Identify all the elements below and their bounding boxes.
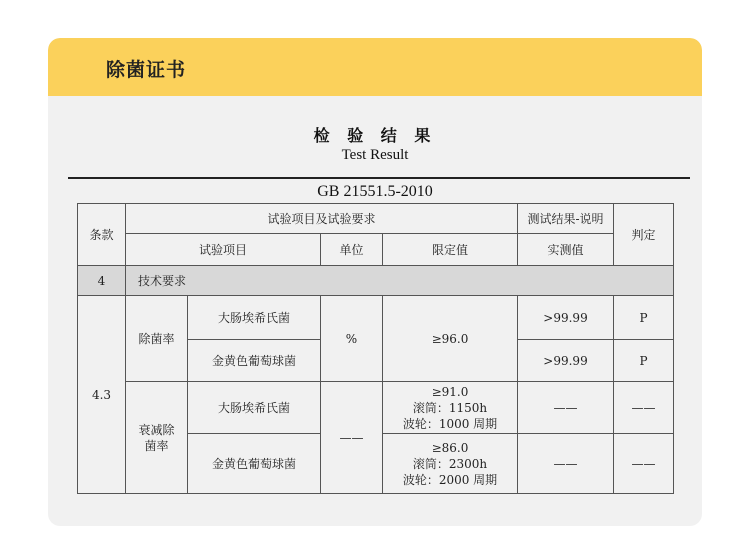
document-title-cn: 检 验 结 果 <box>313 126 437 145</box>
header-limit: 限定值 <box>383 234 518 266</box>
measured-cell: >99.99 <box>518 340 614 382</box>
item-cell: 大肠埃希氏菌 <box>188 296 321 340</box>
section-row <box>78 266 674 296</box>
limit-line: ≥91.0 <box>431 384 469 399</box>
header-clause: 条款 <box>78 204 126 266</box>
section-clause: 4 <box>78 266 126 296</box>
banner-title: 除菌证书 <box>106 59 187 81</box>
standard-number: GB 21551.5-2010 <box>317 183 433 200</box>
table-header-row <box>78 204 674 234</box>
judgement-cell: —— <box>614 382 674 434</box>
decay-label-line1: 衰减除 <box>138 422 175 437</box>
header-test-result-note: 测试结果-说明 <box>518 204 614 234</box>
decay-label <box>126 382 188 494</box>
limit-line: 滚筒：2300h <box>412 456 488 471</box>
header-unit: 单位 <box>321 234 383 266</box>
limit-line: 波轮：2000 周期 <box>402 472 498 487</box>
header-judgement: 判定 <box>614 204 674 266</box>
document-title-en: Test Result <box>341 147 409 163</box>
limit-cell <box>383 434 518 494</box>
measured-cell: >99.99 <box>518 296 614 340</box>
judgement-cell: P <box>614 340 674 382</box>
decay-label-line2: 菌率 <box>144 438 169 453</box>
measured-cell: —— <box>518 382 614 434</box>
table-row <box>78 382 674 434</box>
test-result-table <box>77 203 674 494</box>
item-cell: 金黄色葡萄球菌 <box>188 434 321 494</box>
header-test-item: 试验项目 <box>126 234 321 266</box>
item-cell: 金黄色葡萄球菌 <box>188 340 321 382</box>
title-divider <box>68 177 690 179</box>
judgement-cell: P <box>614 296 674 340</box>
table-row <box>78 296 674 340</box>
antibacterial-label: 除菌率 <box>126 296 188 382</box>
header-measured: 实测值 <box>518 234 614 266</box>
certificate-card <box>48 38 702 526</box>
limit-line: 波轮：1000 周期 <box>402 416 498 431</box>
clause-4-3: 4.3 <box>78 296 126 494</box>
unit-cell: —— <box>321 382 383 494</box>
limit-line: 滚筒：1150h <box>412 400 488 415</box>
judgement-cell: —— <box>614 434 674 494</box>
section-label: 技术要求 <box>126 266 674 296</box>
limit-cell <box>383 382 518 434</box>
limit-cell: ≥96.0 <box>383 296 518 382</box>
item-cell: 大肠埃希氏菌 <box>188 382 321 434</box>
unit-cell: % <box>321 296 383 382</box>
header-items-requirements: 试验项目及试验要求 <box>126 204 518 234</box>
table-subheader-row <box>78 234 674 266</box>
banner <box>48 38 702 96</box>
measured-cell: —— <box>518 434 614 494</box>
limit-line: ≥86.0 <box>431 440 469 455</box>
